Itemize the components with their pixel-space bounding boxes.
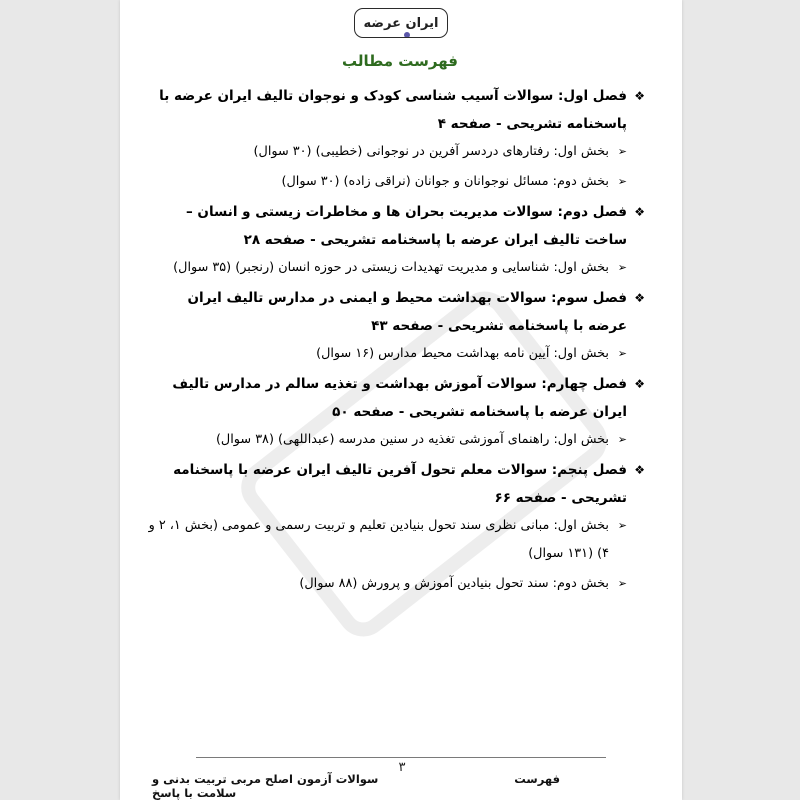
chapter-heading (145, 284, 645, 340)
arrow-bullet-icon: ➢ (617, 175, 627, 188)
section-text: بخش اول: مبانی نظری سند تحول بنیادین تعلیم و تربیت رسمی و عمومی (بخش ۱، ۲ و ۴) (۱۳۱ سوال) (148, 518, 609, 561)
arrow-bullet-icon: ➢ (617, 433, 627, 446)
arrow-bullet-icon: ➢ (617, 347, 627, 360)
section-item (145, 168, 645, 196)
section-item (145, 512, 645, 568)
chapter-heading-text: فصل دوم: سوالات مدیریت بحران ها و مخاطرات زیستی و انسان – ساخت تالیف ایران عرضه با پاسخنامه تشریحی - صفحه ۲۸ (185, 204, 627, 248)
chapter-heading-text: فصل اول: سوالات آسیب شناسی کودک و نوجوان تالیف ایران عرضه با پاسخنامه تشریحی - صفحه ۴ (159, 88, 627, 132)
section-item (145, 426, 645, 454)
arrow-bullet-icon: ➢ (617, 519, 627, 532)
table-of-contents (145, 82, 645, 600)
arrow-bullet-icon: ➢ (617, 261, 627, 274)
diamond-bullet-icon: ❖ (634, 89, 645, 103)
page-number: ۳ (398, 760, 406, 775)
chapter-5 (145, 456, 645, 598)
chapter-1 (145, 82, 645, 196)
chapter-heading-text: فصل چهارم: سوالات آموزش بهداشت و تغذیه سالم در مدارس تالیف ایران عرضه با پاسخنامه تشریحی - صفحه ۵۰ (172, 376, 627, 420)
section-item (145, 138, 645, 166)
logo-text: ایران عرضه (363, 15, 439, 31)
chapter-3 (145, 284, 645, 368)
section-item (145, 254, 645, 282)
section-text: بخش دوم: مسائل نوجوانان و جوانان (نراقی زاده) (۳۰ سوال) (281, 174, 609, 189)
chapter-heading (145, 456, 645, 512)
chapter-heading (145, 370, 645, 426)
section-text: بخش اول: آیین نامه بهداشت محیط مدارس (۱۶ سوال) (316, 346, 609, 361)
section-text: بخش اول: رفتارهای دردسر آفرین در نوجوانی (خطیبی) (۳۰ سوال) (253, 144, 609, 159)
diamond-bullet-icon: ❖ (634, 377, 645, 391)
chapter-heading-text: فصل سوم: سوالات بهداشت محیط و ایمنی در مدارس تالیف ایران عرضه با پاسخنامه تشریحی - صفحه ۴۳ (187, 290, 627, 334)
chapter-4 (145, 370, 645, 454)
section-item (145, 570, 645, 598)
chapter-heading (145, 82, 645, 138)
arrow-bullet-icon: ➢ (617, 577, 627, 590)
diamond-bullet-icon: ❖ (634, 291, 645, 305)
logo-dot-icon (404, 32, 410, 38)
chapter-heading-text: فصل پنجم: سوالات معلم تحول آفرین تالیف ایران عرضه با پاسخنامه تشریحی - صفحه ۶۶ (173, 462, 627, 506)
chapter-2 (145, 198, 645, 282)
footer-book-title: سوالات آزمون اصلح مربی تربیت بدنی و سلامت با پاسخ (152, 772, 379, 800)
chapter-heading (145, 198, 645, 254)
section-text: بخش اول: شناسایی و مدیریت تهدیدات زیستی در حوزه انسان (رنجبر) (۳۵ سوال) (173, 260, 609, 275)
footer-section-name: فهرست (514, 772, 560, 786)
footer-divider (196, 757, 606, 758)
brand-logo (354, 8, 448, 38)
page-title: فهرست مطالب (342, 52, 458, 70)
section-item (145, 340, 645, 368)
diamond-bullet-icon: ❖ (634, 463, 645, 477)
diamond-bullet-icon: ❖ (634, 205, 645, 219)
section-text: بخش اول: راهنمای آموزشی تغذیه در سنین مدرسه (عبداللهی) (۳۸ سوال) (215, 432, 609, 447)
section-text: بخش دوم: سند تحول بنیادین آموزش و پرورش (۸۸ سوال) (299, 576, 609, 591)
arrow-bullet-icon: ➢ (617, 145, 627, 158)
